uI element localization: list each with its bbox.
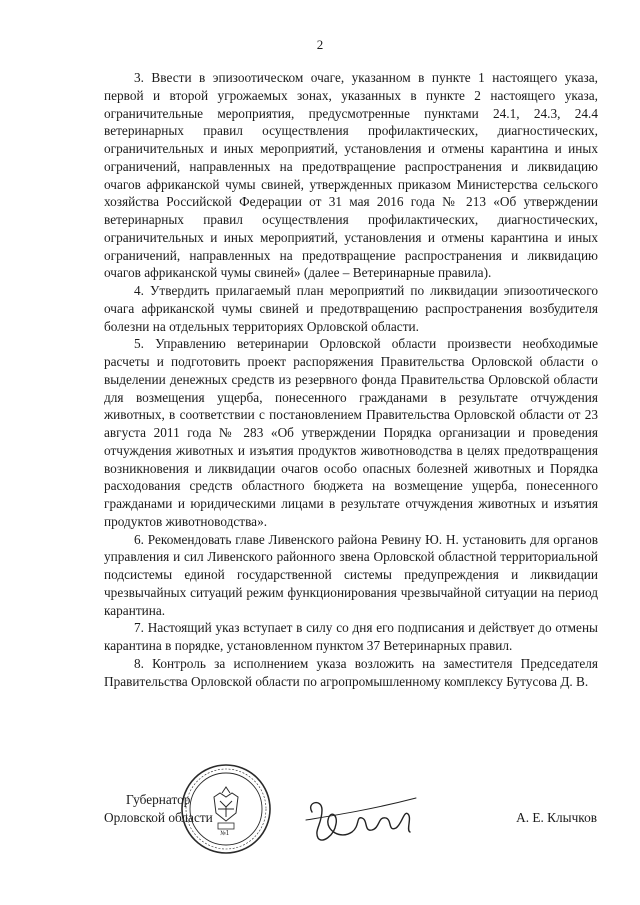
document-body (104, 69, 598, 690)
seal-number: №1 (220, 830, 230, 837)
page-number: 2 (316, 37, 324, 52)
signatory-title-line1: Губернатор (126, 792, 191, 807)
paragraph-7: 7. Настоящий указ вступает в силу со дня его подписания и действует до отмены карантина в порядке, установленном пунктом 37 Ветеринарных правил. (104, 620, 598, 653)
paragraph-5: 5. Управлению ветеринарии Орловской области произвести необходимые расчеты и подготовить проект распоряжения Правительства Орловской области о выделении денежных средств из резервного фонда Правительства Орловской области для возмещения ущерба, понесенного гражданами в результате отчуждения животных, в соответствии с постановлением Правительства Орловской области от 23 августа 2011 года № 283 «Об утверждении Порядка организации и проведения отчуждения животных и изъятия продуктов животноводства в целях предотвращения возникновения и ликвидации очагов особо опасных болезней животных и Порядка расходования средств областного бюджета на возмещение ущерба, понесенного гражданами и юридическими лицами в результате отчуждения животных и изъятия продуктов животноводства». (104, 336, 598, 529)
signatory-title (104, 791, 213, 827)
paragraph-8: 8. Контроль за исполнением указа возложить на заместителя Председателя Правительства Орловской области по агропромышленному комплексу Бутусова Д. В. (104, 655, 598, 689)
paragraph-6: 6. Рекомендовать главе Ливенского района Ревину Ю. Н. установить для органов управления и сил Ливенского районного звена Орловской областной территориальной подсистемы единой государственной системы предупреждения и ликвидации чрезвычайных ситуаций режим функционирования чрезвычайной ситуации на период карантина. (104, 531, 598, 618)
paragraph-3: 3. Ввести в эпизоотическом очаге, указанном в пункте 1 настоящего указа, первой и второй угрожаемых зонах, указанных в пункте 2 настоящего указа, ограничительные мероприятия, предусмотренные пунктами 24.1, 24.3, 24.4 ветеринарных правил осуществления профилактических, диагностических, ограничительных и иных мероприятий, установления и отмены карантина и иных ограничений, направленных на предотвращение распространения и ликвидацию очагов африканской чумы свиней, утвержденных приказом Министерства сельского хозяйства Российской Федерации от 31 мая 2016 года № 213 «Об утверждении ветеринарных правил осуществления профилактических, диагностических, ограничительных и иных мероприятий, установления и отмены карантина и иных ограничений, направленных на предотвращение распространения и ликвидацию очагов африканской чумы свиней» (далее – Ветеринарные правила). (104, 70, 598, 281)
handwritten-signature-icon (300, 780, 420, 852)
paragraph-4: 4. Утвердить прилагаемый план мероприятий по ликвидации эпизоотического очага африканской чумы свиней и предотвращению распространения возбудителя болезни на отдельных территориях Орловской области. (104, 283, 598, 334)
signatory-title-line2: Орловской области (104, 809, 213, 825)
signatory-name: А. Е. Клычков (516, 810, 597, 825)
